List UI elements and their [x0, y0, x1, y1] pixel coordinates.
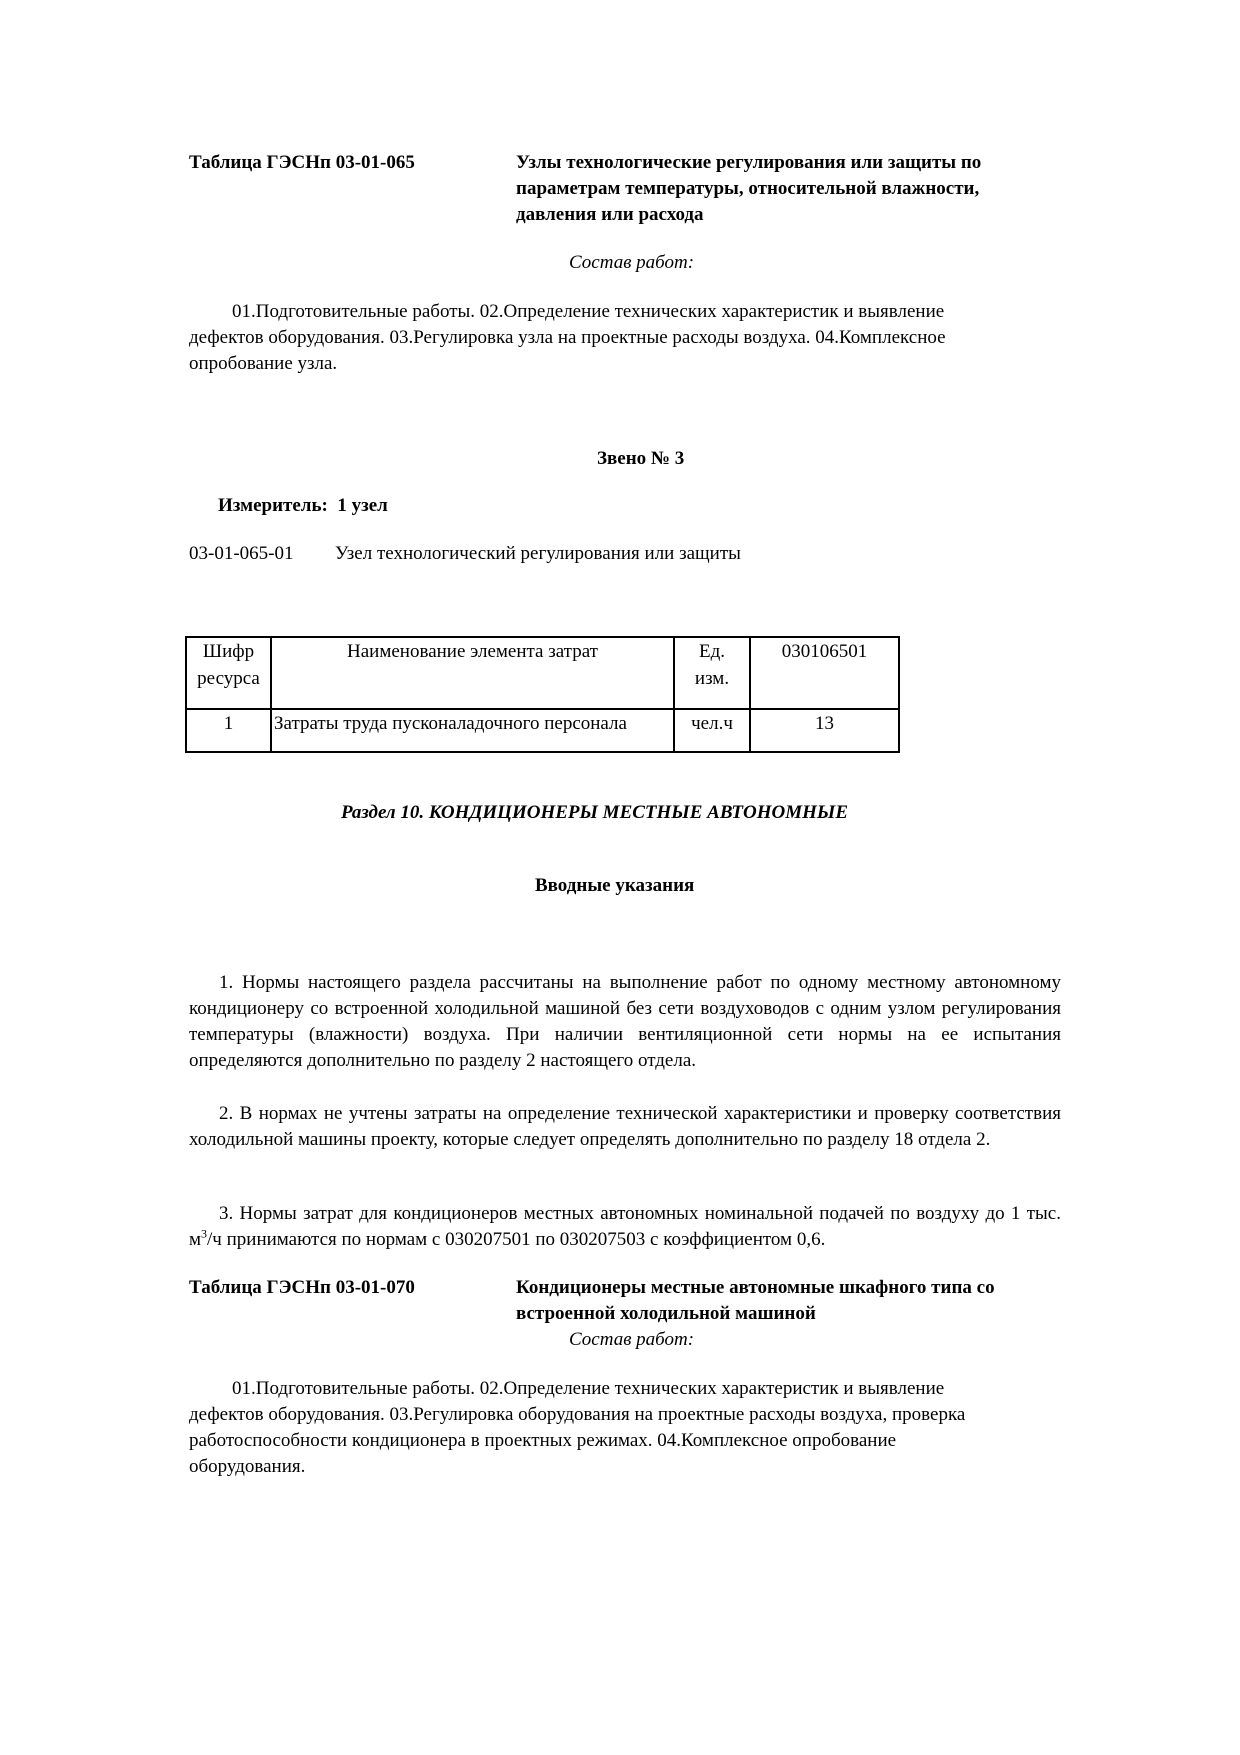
row-value: 13	[750, 709, 899, 752]
table1-title-line-2: параметрам температуры, относительной влажности,	[516, 178, 980, 199]
table2-work-line-2: дефектов оборудования. 03.Регулировка оборудования на проектные расходы воздуха, проверка	[189, 1404, 966, 1425]
table2-work-line-3: работоспособности кондиционера в проектных режимах. 04.Комплексное опробование	[189, 1430, 897, 1451]
item-code: 03-01-065-01	[189, 543, 294, 564]
table2-title-line-1: Кондиционеры местные автономные шкафного типа со	[516, 1277, 995, 1298]
row-unit: чел.ч	[674, 709, 750, 752]
meter-label: Измеритель:	[218, 495, 328, 516]
table2-work-line-4: оборудования.	[189, 1456, 306, 1477]
table2-work-line-1: 01.Подготовительные работы. 02.Определение технических характеристик и выявление	[232, 1378, 945, 1399]
table2-title-line-2: встроенной холодильной машиной	[516, 1303, 816, 1324]
cost-table-header-row	[186, 637, 899, 709]
section-title: Раздел 10. КОНДИЦИОНЕРЫ МЕСТНЫЕ АВТОНОМНЫЕ	[341, 802, 848, 823]
table1-work-line-2: дефектов оборудования. 03.Регулировка узла на проектные расходы воздуха. 04.Комплексное	[189, 327, 946, 348]
row-code: 1	[186, 709, 271, 752]
row-name: Затраты труда пусконаладочного персонала	[271, 709, 674, 752]
table1-work-line-1: 01.Подготовительные работы. 02.Определение технических характеристик и выявление	[232, 301, 945, 322]
table1-title-line-3: давления или расхода	[516, 204, 704, 225]
table1-work-heading: Состав работ:	[569, 252, 695, 273]
cost-table	[185, 636, 900, 753]
table2-code: Таблица ГЭСНп 03-01-070	[189, 1277, 415, 1298]
intro-paragraph-1: 1. Нормы настоящего раздела рассчитаны на выполнение работ по одному местному автономному кондиционеру со встроенной холодильной машиной без сети воздуховодов с одним узлом регулирования температуры (влажности) воздуха. При наличии вентиляционной сети нормы на ее испытания определяются дополнительно по разделу 2 настоящего отдела.	[189, 972, 1061, 1071]
header-norm: 030106501	[750, 637, 899, 709]
header-code: Шифр ресурса	[186, 637, 271, 709]
intro-paragraph-2: 2. В нормах не учтены затраты на определение технической характеристики и проверку соответствия холодильной машины проекту, которые следует определять дополнительно по разделу 18 отдела 2.	[189, 1103, 1061, 1150]
meter-value: 1 узел	[337, 495, 388, 516]
superscript-3: 3	[201, 1226, 208, 1241]
header-unit: Ед. изм.	[674, 637, 750, 709]
table1-work-line-3: опробование узла.	[189, 353, 338, 374]
intro-heading: Вводные указания	[535, 875, 695, 896]
meter-line	[218, 493, 388, 519]
header-name: Наименование элемента затрат	[271, 637, 674, 709]
table-row	[186, 709, 899, 752]
item-name: Узел технологический регулирования или защиты	[335, 543, 741, 564]
table1-title-line-1: Узлы технологические регулирования или защиты по	[516, 152, 982, 173]
table2-work-heading: Состав работ:	[569, 1329, 695, 1350]
intro-paragraph-3: 3. Нормы затрат для кондиционеров местных автономных номинальной подачей по воздуху до 1 тыс. $м^3/ч$ принимаются по нормам с 030207501 по 030207503 с коэффициентом 0,6.	[189, 1203, 1061, 1250]
table1-code: Таблица ГЭСНп 03-01-065	[189, 152, 415, 173]
crew-heading: Звено № 3	[597, 448, 685, 469]
